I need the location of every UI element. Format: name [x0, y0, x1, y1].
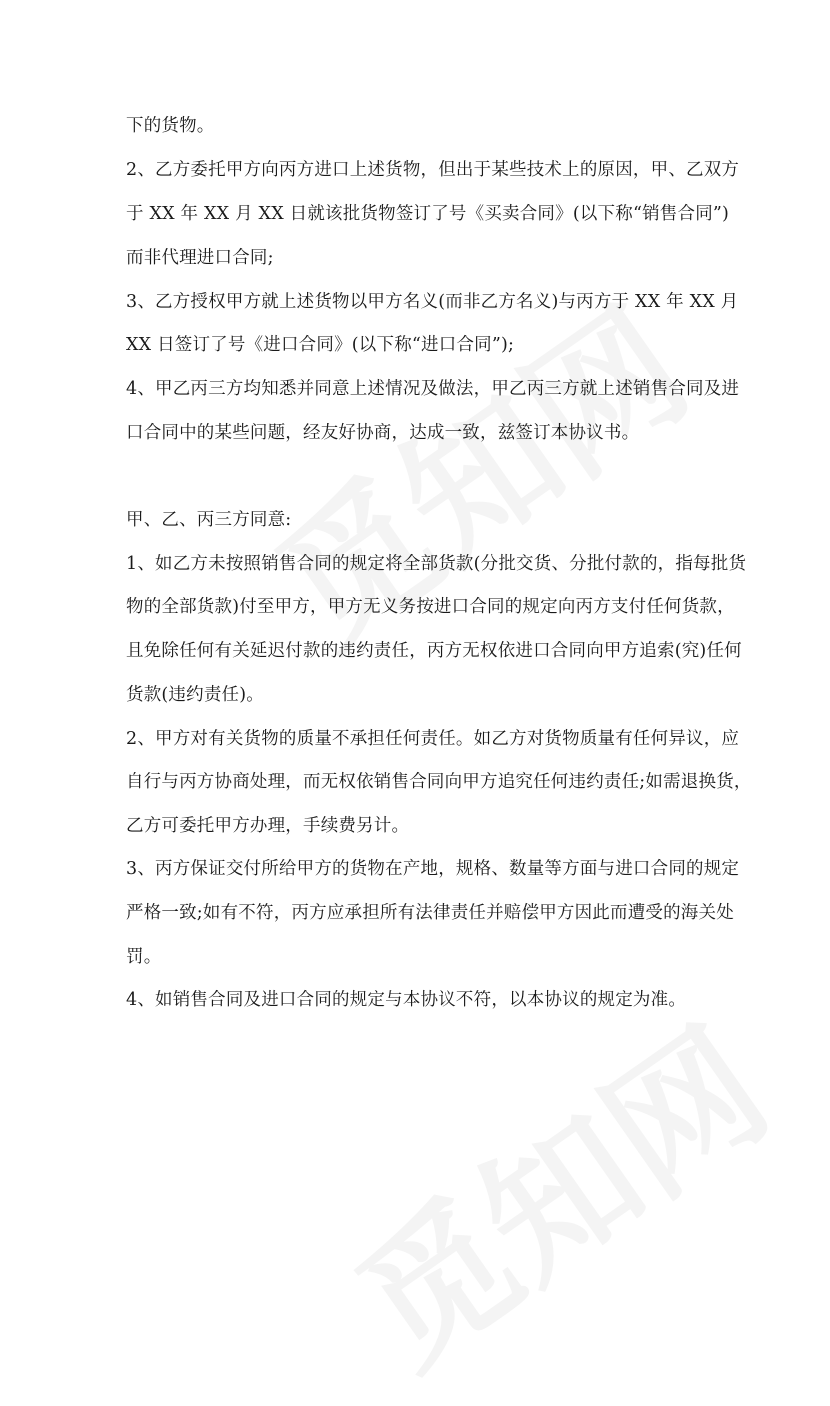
paragraph-line: 2、甲方对有关货物的质量不承担任何责任。如乙方对货物质量有任何异议，应	[126, 729, 740, 749]
paragraph-line: 乙方可委托甲方办理，手续费另计。	[126, 816, 410, 836]
paragraph-line: XX 日签订了号《进口合同》(以下称“进口合同”);	[126, 335, 515, 355]
section-heading: 甲、乙、丙三方同意:	[126, 510, 292, 530]
watermark-bottom	[309, 970, 802, 1405]
paragraph-line: 3、丙方保证交付所给甲方的货物在产地，规格、数量等方面与进口合同的规定	[126, 859, 740, 879]
paragraph-line: 4、甲乙丙三方均知悉并同意上述情况及做法，甲乙丙三方就上述销售合同及进	[126, 379, 740, 399]
paragraph-line: 且免除任何有关延迟付款的违约责任，丙方无权依进口合同向甲方追索(究)任何	[126, 641, 742, 661]
paragraph-line: 货款(违约责任)。	[126, 685, 264, 705]
paragraph-line: 罚。	[126, 947, 162, 967]
paragraph-line: 自行与丙方协商处理，而无权依销售合同向甲方追究任何违约责任;如需退换货，	[126, 772, 752, 792]
paragraph-line: 物的全部货款)付至甲方，甲方无义务按进口合同的规定向丙方支付任何货款，	[126, 597, 735, 617]
paragraph-line: 4、如销售合同及进口合同的规定与本协议不符，以本协议的规定为准。	[126, 990, 687, 1010]
paragraph-line: 而非代理进口合同;	[126, 248, 274, 268]
paragraph-line: 1、如乙方未按照销售合同的规定将全部货款(分批交货、分批付款的，指每批货	[126, 554, 747, 574]
paragraph-line: 下的货物。	[126, 116, 215, 136]
watermark	[229, 250, 722, 685]
paragraph-line: 严格一致;如有不符，丙方应承担所有法律责任并赔偿甲方因此而遭受的海关处	[126, 903, 734, 923]
paragraph-line: 2、乙方委托甲方向丙方进口上述货物，但出于某些技术上的原因，甲、乙双方	[126, 160, 740, 180]
paragraph-line: 口合同中的某些问题，经友好协商，达成一致，兹签订本协议书。	[126, 423, 640, 443]
paragraph-line: 3、乙方授权甲方就上述货物以甲方名义(而非乙方名义)与丙方于 XX 年 XX 月	[126, 292, 739, 312]
paragraph-line: 于 XX 年 XX 月 XX 日就该批货物签订了号《买卖合同》(以下称“销售合同”)	[126, 204, 730, 224]
